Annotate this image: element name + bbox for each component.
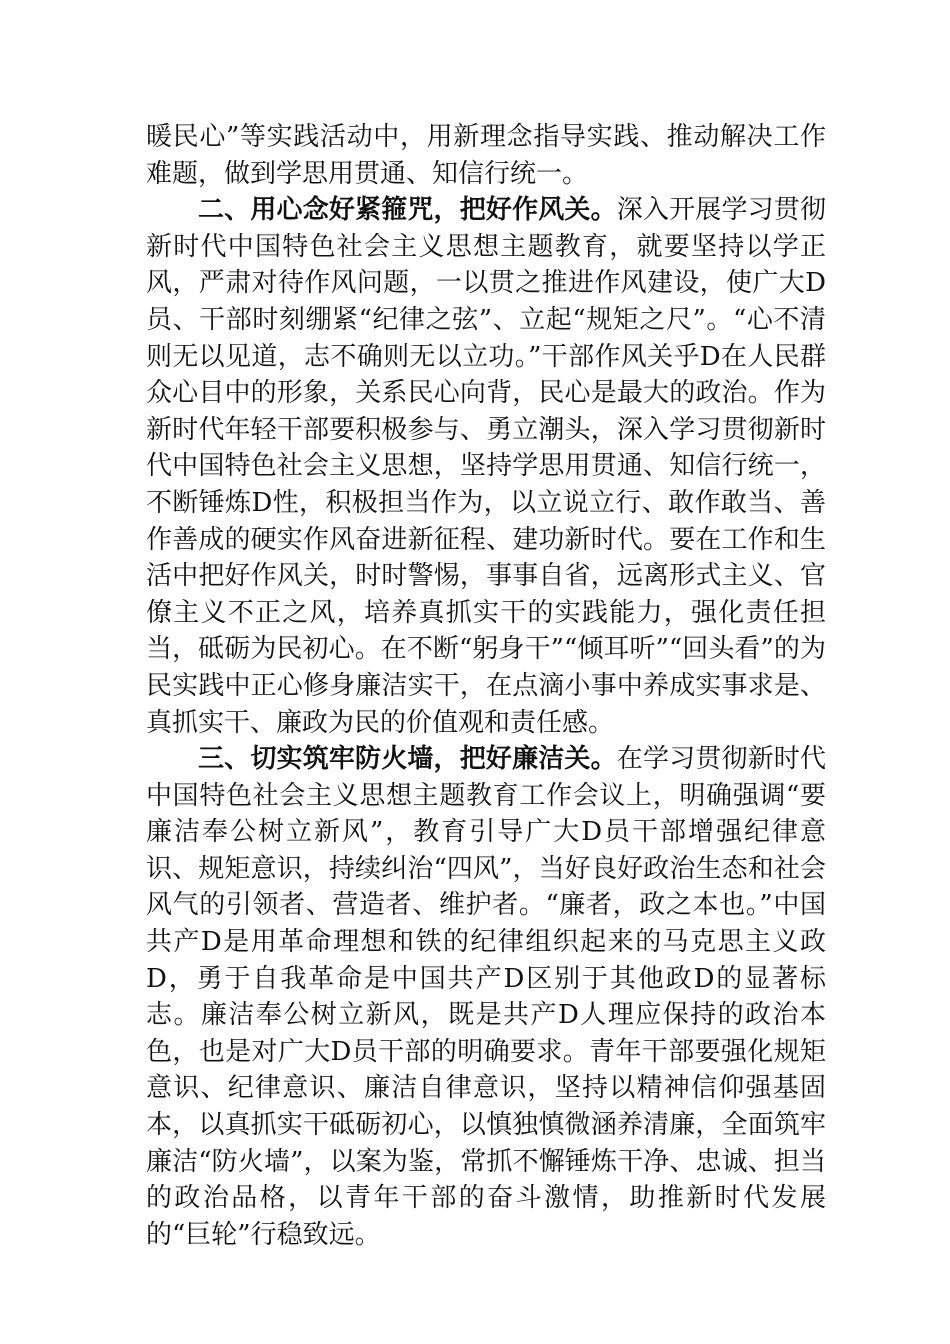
- paragraph-text: 深入开展学习贯彻新时代中国特色社会主义思想主题教育，就要坚持以学正风，严肃对待作风问题，一以贯之推进作风建设，使广大D员、干部时刻绷紧“纪律之弦”、立起“规矩之尺”。“心不清则无以见道，志不确则无以立功。”干部作风关乎D在人民群众心目中的形象，关系民心向背，民心是最大的政治。作为新时代年轻干部要积极参与、勇立潮头，深入学习贯彻新时代中国特色社会主义思想，坚持学思用贯通、知信行统一，不断锤炼D性，积极担当作为，以立说立行、敢作敢当、善作善成的硬实作风奋进新征程、建功新时代。要在工作和生活中把好作风关，时时警惕，事事自省，远离形式主义、官僚主义不正之风，培养真抓实干的实践能力，强化责任担当，砥砺为民初心。在不断“躬身干”“倾耳听”“回头看”的为民实践中正心修身廉洁实干，在点滴小事中养成实事求是、真抓实干、廉政为民的价值观和责任感。: [146, 195, 826, 738]
- paragraph-text: 暖民心”等实践活动中，用新理念指导实践、推动解决工作难题，做到学思用贯通、知信行统一。: [146, 122, 826, 189]
- paragraph-text: 在学习贯彻新时代中国特色社会主义思想主题教育工作会议上，明确强调“要廉洁奉公树立新风”，教育引导广大D员干部增强纪律意识、规矩意识，持续纠治“四风”，当好良好政治生态和社会风气的引领者、营造者、维护者。“廉者，政之本也。”中国共产D是用革命理想和铁的纪律组织起来的马克思主义政D，勇于自我革命是中国共产D区别于其他政D的显著标志。廉洁奉公树立新风，既是共产D人理应保持的政治本色，也是对广大D员干部的明确要求。青年干部要强化规矩意识、纪律意识、廉洁自律意识，坚持以精神信仰强基固本，以真抓实干砥砺初心，以慎独慎微涵养清廉，全面筑牢廉洁“防火墙”，以案为鉴，常抓不懈锤炼干净、忠诚、担当的政治品格，以青年干部的奋斗激情，助推新时代发展的“巨轮”行稳致远。: [146, 744, 826, 1250]
- paragraph-continuation: [146, 119, 826, 192]
- section-heading: 三、切实筑牢防火墙，把好廉洁关。: [198, 744, 617, 775]
- paragraph-section-2: [146, 192, 826, 741]
- paragraph-section-3: [146, 741, 826, 1253]
- section-heading: 二、用心念好紧箍咒，把好作风关。: [198, 195, 617, 226]
- document-body: [146, 119, 826, 1253]
